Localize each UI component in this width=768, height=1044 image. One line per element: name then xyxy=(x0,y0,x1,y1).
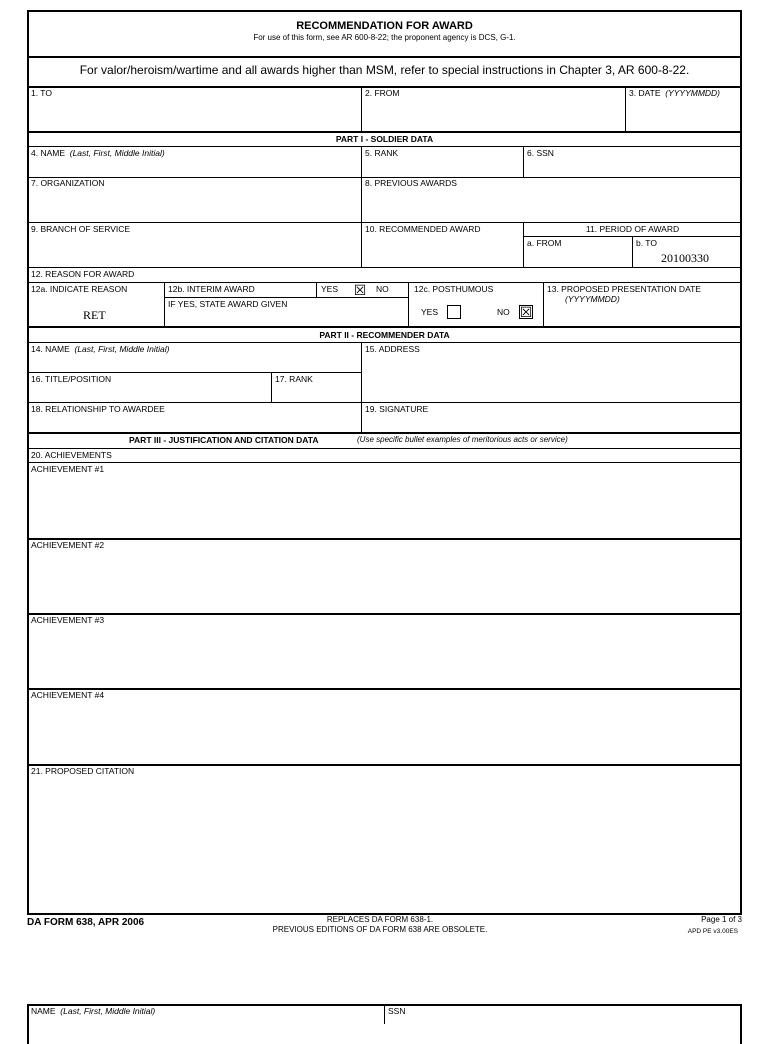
posthumous-label: 12c. POSTHUMOUS xyxy=(414,284,494,294)
name-label: 4. NAME (Last, First, Middle Initial) xyxy=(31,148,165,158)
recommended-award-label: 10. RECOMMENDED AWARD xyxy=(365,224,481,234)
interim-award-input[interactable] xyxy=(167,309,405,324)
from-input[interactable] xyxy=(364,98,622,128)
page2-ssn-label: SSN xyxy=(388,1006,406,1016)
achievement-3-input[interactable] xyxy=(30,625,738,686)
posthumous-yes-label: YES xyxy=(421,307,439,317)
previous-awards-label: 8. PREVIOUS AWARDS xyxy=(365,178,457,188)
interim-award-label: 12b. INTERIM AWARD xyxy=(168,284,255,294)
rank-input[interactable] xyxy=(364,158,520,176)
address-input[interactable] xyxy=(364,354,738,400)
title-position-input[interactable] xyxy=(30,384,268,400)
posthumous-no-label: NO xyxy=(497,307,510,317)
presentation-date-input[interactable] xyxy=(546,305,738,323)
title-position-label: 16. TITLE/POSITION xyxy=(31,374,112,384)
rank-label: 5. RANK xyxy=(365,148,399,158)
presentation-date-label: 13. PROPOSED PRESENTATION DATE xyxy=(547,284,701,294)
signature-label: 19. SIGNATURE xyxy=(365,404,429,414)
interim-no-label: NO xyxy=(376,284,389,294)
posthumous-no-mark: ☒ xyxy=(519,304,533,320)
part2-header: PART II - RECOMMENDER DATA xyxy=(319,330,450,340)
page-number: Page 1 of 3 xyxy=(701,915,742,924)
version-id: APD PE v3.00ES xyxy=(687,928,738,935)
achievement-2-input[interactable] xyxy=(30,550,738,611)
organization-label: 7. ORGANIZATION xyxy=(31,178,105,188)
proposed-citation-input[interactable] xyxy=(30,776,738,910)
relationship-label: 18. RELATIONSHIP TO AWARDEE xyxy=(31,404,165,414)
from-label: 2. FROM xyxy=(365,88,400,98)
form-subtitle: For use of this form, see AR 600-8-22; the proponent agency is DCS, G-1. xyxy=(253,33,516,42)
page2-name-label: NAME (Last, First, Middle Initial) xyxy=(31,1006,156,1016)
recommender-name-input[interactable] xyxy=(30,354,358,372)
achievement-4-input[interactable] xyxy=(30,700,738,762)
achievement-1-input[interactable] xyxy=(30,474,738,536)
recommender-name-label: 14. NAME (Last, First, Middle Initial) xyxy=(31,344,170,354)
to-input[interactable] xyxy=(30,98,358,128)
to-label: 1. TO xyxy=(31,88,52,98)
reason-label: 12. REASON FOR AWARD xyxy=(31,269,135,279)
achievements-label: 20. ACHIEVEMENTS xyxy=(31,450,112,460)
period-from-input[interactable] xyxy=(526,248,630,266)
relationship-input[interactable] xyxy=(30,414,358,430)
previous-awards-input[interactable] xyxy=(364,188,738,220)
achievement-3-label: ACHIEVEMENT #3 xyxy=(31,615,105,625)
interim-state-label: IF YES, STATE AWARD GIVEN xyxy=(168,299,288,309)
form-title: RECOMMENDATION FOR AWARD xyxy=(296,20,473,32)
ssn-label: 6. SSN xyxy=(527,148,554,158)
part3-hint: (Use specific bullet examples of meritorious acts or service) xyxy=(357,435,568,444)
indicate-reason-input[interactable]: RET xyxy=(83,308,106,322)
divider xyxy=(27,56,742,58)
indicate-reason-label: 12a. INDICATE REASON xyxy=(31,284,128,294)
period-to-label: b. TO xyxy=(636,238,657,248)
part1-header: PART I - SOLDIER DATA xyxy=(335,134,434,144)
branch-label: 9. BRANCH OF SERVICE xyxy=(31,224,131,234)
part3-header: PART III - JUSTIFICATION AND CITATION DATA xyxy=(129,435,319,445)
period-to-input[interactable]: 20100330 xyxy=(661,251,709,265)
achievement-2-label: ACHIEVEMENT #2 xyxy=(31,540,105,550)
branch-input[interactable] xyxy=(30,234,358,266)
achievement-4-label: ACHIEVEMENT #4 xyxy=(31,690,105,700)
interim-yes-label: YES xyxy=(321,284,339,294)
achievement-1-label: ACHIEVEMENT #1 xyxy=(31,464,105,474)
date-input[interactable] xyxy=(628,98,738,128)
recommender-rank-input[interactable] xyxy=(274,384,358,400)
date-label: 3. DATE (YYYYMMDD) xyxy=(629,88,721,98)
period-label: 11. PERIOD OF AWARD xyxy=(585,224,680,234)
replaces-note: REPLACES DA FORM 638-1. xyxy=(326,915,434,924)
organization-input[interactable] xyxy=(30,188,358,220)
ssn-input[interactable] xyxy=(526,158,738,176)
recommender-rank-label: 17. RANK xyxy=(275,374,313,384)
address-label: 15. ADDRESS xyxy=(365,344,420,354)
recommended-award-input[interactable] xyxy=(364,234,520,266)
presentation-date-format: (YYYYMMDD) xyxy=(565,294,620,304)
posthumous-yes-checkbox[interactable] xyxy=(447,305,461,319)
signature-input[interactable] xyxy=(364,414,738,430)
obsolete-note: PREVIOUS EDITIONS OF DA FORM 638 ARE OBSOLETE. xyxy=(272,925,488,934)
interim-no-checkbox[interactable]: ☒ xyxy=(353,282,367,298)
period-from-label: a. FROM xyxy=(527,238,562,248)
form-id: DA FORM 638, APR 2006 xyxy=(27,917,145,928)
name-input[interactable] xyxy=(30,158,358,176)
proposed-citation-label: 21. PROPOSED CITATION xyxy=(31,766,135,776)
special-instruction: For valor/heroism/wartime and all awards higher than MSM, refer to special instructions in Chapter 3, AR 600-8-22. xyxy=(79,63,690,77)
